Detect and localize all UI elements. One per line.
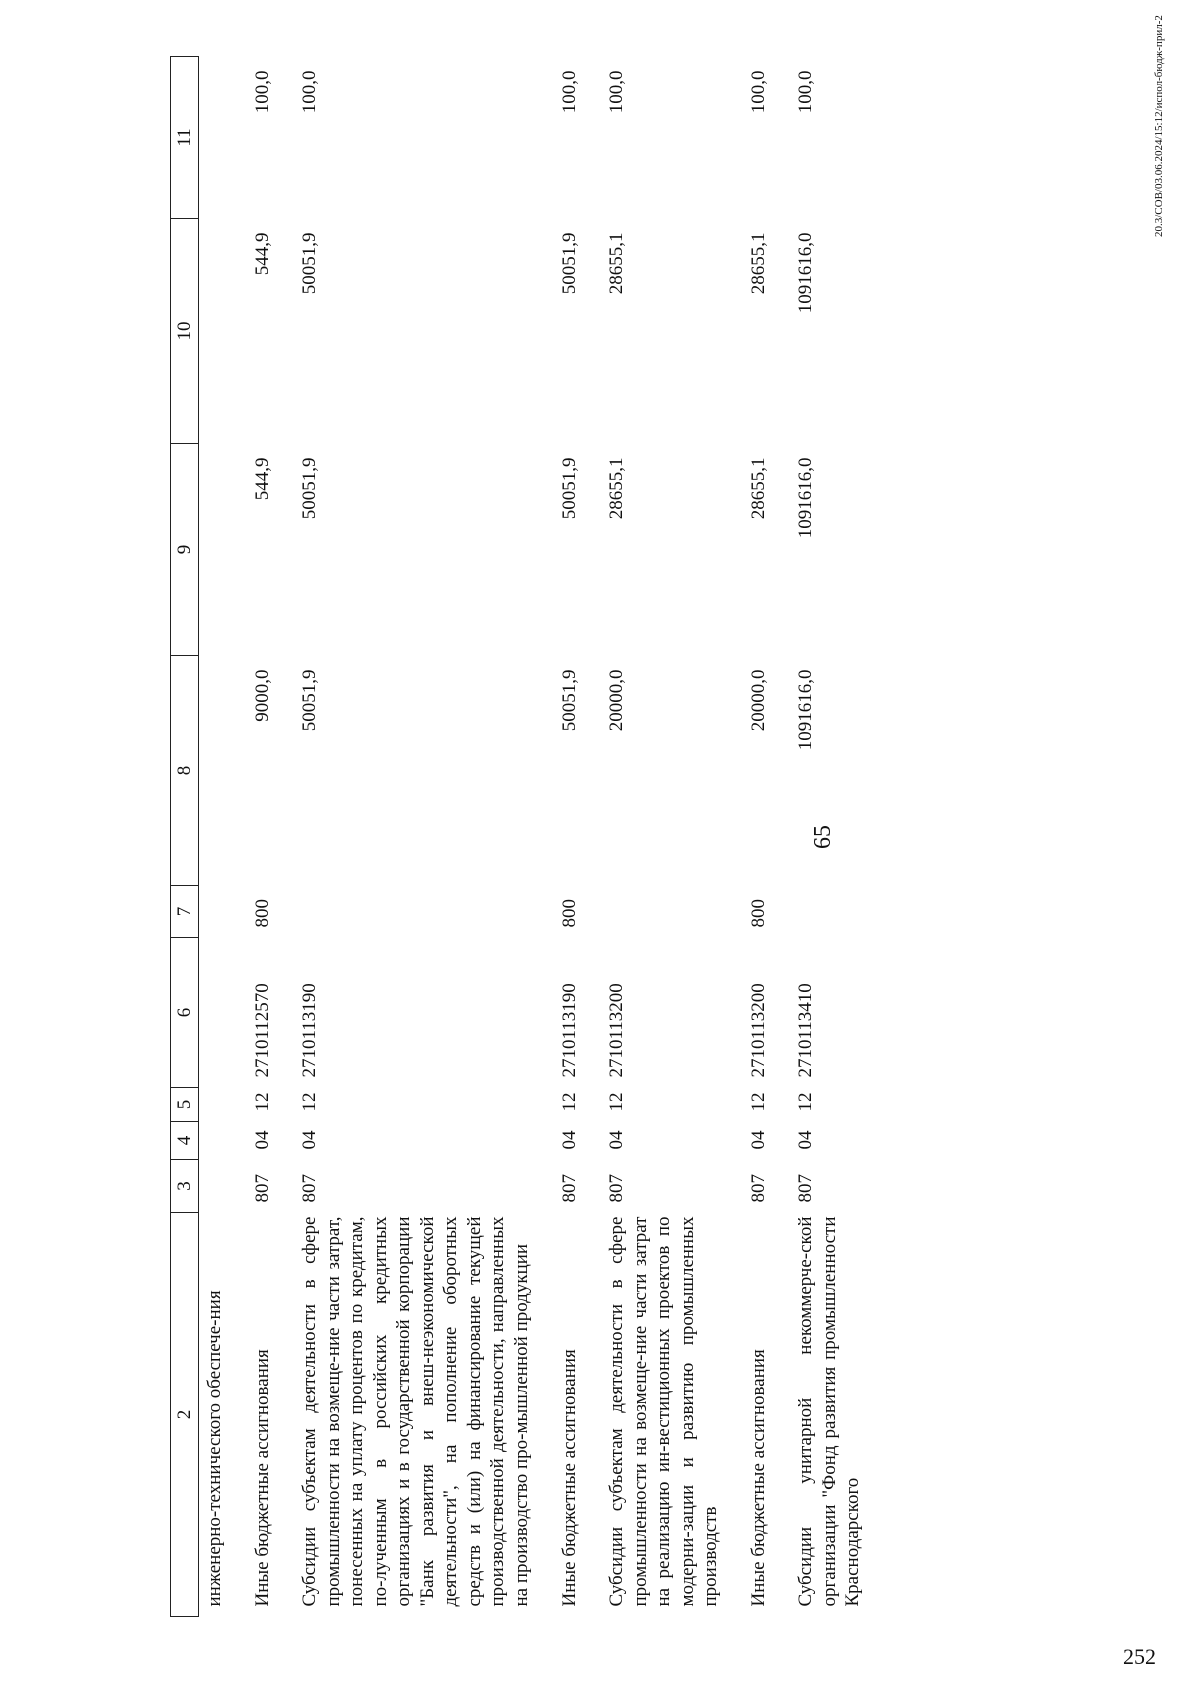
row-code-7: 800: [558, 899, 580, 928]
row-value-11: [199, 57, 241, 219]
row-code-4: 04: [558, 1130, 580, 1150]
row-value-9: 28655,1: [606, 457, 628, 520]
row-value-8: 1091616,0: [795, 669, 817, 751]
row-value-8: 50051,9: [558, 669, 580, 732]
sheet-number: 252: [1123, 1644, 1156, 1669]
row-description: Субсидии субъектам деятельности в сфере промышленности на возмеще-ние части затрат на реализацию ин-вестиционных проектов по модерни-зации и развитию промышленных производств: [606, 1216, 722, 1607]
header-cell: 10: [171, 219, 199, 444]
row-code-6: [199, 938, 241, 1088]
row-value-9: 50051,9: [558, 457, 580, 520]
row-code-6: 2710113200: [606, 983, 628, 1078]
row-value-10: 28655,1: [606, 232, 628, 295]
row-code-5: 12: [747, 1092, 769, 1112]
table-row: [737, 57, 785, 1617]
row-code-5: 12: [795, 1092, 817, 1112]
row-code-7: [784, 886, 879, 938]
row-code-6: 2710113200: [747, 983, 769, 1078]
footer-document-code: 20.3/СОВ/03.06.2024/15:12/испол-бюдж-прил-2: [1153, 15, 1165, 237]
row-value-10: 1091616,0: [795, 232, 817, 314]
row-value-9: [199, 444, 241, 656]
row-code-4: [199, 1122, 241, 1160]
table-body: [199, 57, 880, 1617]
row-code-7: [288, 886, 547, 938]
table-row: [199, 57, 241, 1617]
row-value-11: 100,0: [795, 70, 817, 114]
row-code-6: 2710113410: [795, 983, 817, 1078]
row-code-7: 800: [747, 899, 769, 928]
table-row: [548, 57, 596, 1617]
row-value-9: 1091616,0: [795, 457, 817, 539]
row-value-8: 20000,0: [747, 669, 769, 732]
row-value-10: [199, 219, 241, 444]
header-cell: 6: [171, 938, 199, 1088]
budget-table: [170, 56, 879, 1617]
row-code-6: 2710112570: [251, 983, 273, 1078]
row-value-10: 50051,9: [299, 232, 321, 295]
row-code-6: 2710113190: [299, 983, 321, 1078]
row-value-11: 100,0: [606, 70, 628, 114]
row-code-5: 12: [299, 1092, 321, 1112]
table-row: [241, 57, 289, 1617]
row-code-3: 807: [299, 1174, 321, 1203]
row-value-8: 9000,0: [251, 669, 273, 722]
header-cell: 7: [171, 886, 199, 938]
row-value-8: 50051,9: [299, 669, 321, 732]
row-value-11: 100,0: [558, 70, 580, 114]
row-code-5: 12: [251, 1092, 273, 1112]
table-header: [171, 57, 199, 1617]
row-code-3: 807: [606, 1174, 628, 1203]
row-value-9: 28655,1: [747, 457, 769, 520]
row-code-6: 2710113190: [558, 983, 580, 1078]
row-code-4: 04: [606, 1130, 628, 1150]
table-row: [784, 57, 879, 1617]
row-code-3: 807: [747, 1174, 769, 1203]
header-cell: 4: [171, 1122, 199, 1160]
row-description: инженерно-технического обеспече-ния: [204, 1290, 225, 1607]
row-code-4: 04: [251, 1130, 273, 1150]
row-value-9: 50051,9: [299, 457, 321, 520]
row-code-3: 807: [558, 1174, 580, 1203]
header-row: [171, 57, 199, 1617]
row-code-5: 12: [558, 1092, 580, 1112]
row-code-4: 04: [747, 1130, 769, 1150]
row-code-7: [595, 886, 737, 938]
row-value-8: 20000,0: [606, 669, 628, 732]
header-cell: 9: [171, 444, 199, 656]
header-cell: 11: [171, 57, 199, 219]
table-row: [288, 57, 547, 1617]
row-value-8: [199, 656, 241, 886]
row-code-3: 807: [795, 1174, 817, 1203]
row-code-3: 807: [251, 1174, 273, 1203]
header-cell: 8: [171, 656, 199, 886]
row-code-7: [199, 886, 241, 938]
row-value-9: 544,9: [251, 457, 273, 501]
row-code-4: 04: [795, 1130, 817, 1150]
header-cell: 2: [171, 1213, 199, 1617]
row-value-10: 28655,1: [747, 232, 769, 295]
row-value-11: 100,0: [251, 70, 273, 114]
row-value-11: 100,0: [747, 70, 769, 114]
row-value-10: 50051,9: [558, 232, 580, 295]
row-code-5: 12: [606, 1092, 628, 1112]
table-row: [595, 57, 737, 1617]
row-value-11: 100,0: [299, 70, 321, 114]
row-description: Субсидии субъектам деятельности в сфере промышленности на возмеще-ние части затрат, понесенных на уплату процентов по кредитам, по-лученным в российских кредитных организациях и в государственной корпорации "Банк развития и внеш-неэкономической деятельности", на пополнение оборотных средств и (или) на финансирование текущей производственной деятельности, направленных на производство про-мышленной продукции: [299, 1216, 533, 1607]
row-code-5: [199, 1088, 241, 1122]
row-description: Иные бюджетные ассигнования: [747, 1349, 769, 1607]
row-description: Иные бюджетные ассигнования: [251, 1349, 273, 1607]
page-number: 65: [810, 825, 836, 849]
header-cell: 3: [171, 1160, 199, 1213]
row-value-10: 544,9: [251, 232, 273, 276]
row-code-3: [199, 1160, 241, 1213]
row-code-7: 800: [251, 899, 273, 928]
header-cell: 5: [171, 1088, 199, 1122]
row-description: Иные бюджетные ассигнования: [558, 1349, 580, 1607]
row-code-4: 04: [299, 1130, 321, 1150]
row-description: Субсидии унитарной некоммерче-ской организации "Фонд развития промышленности Краснодарского: [795, 1216, 864, 1607]
